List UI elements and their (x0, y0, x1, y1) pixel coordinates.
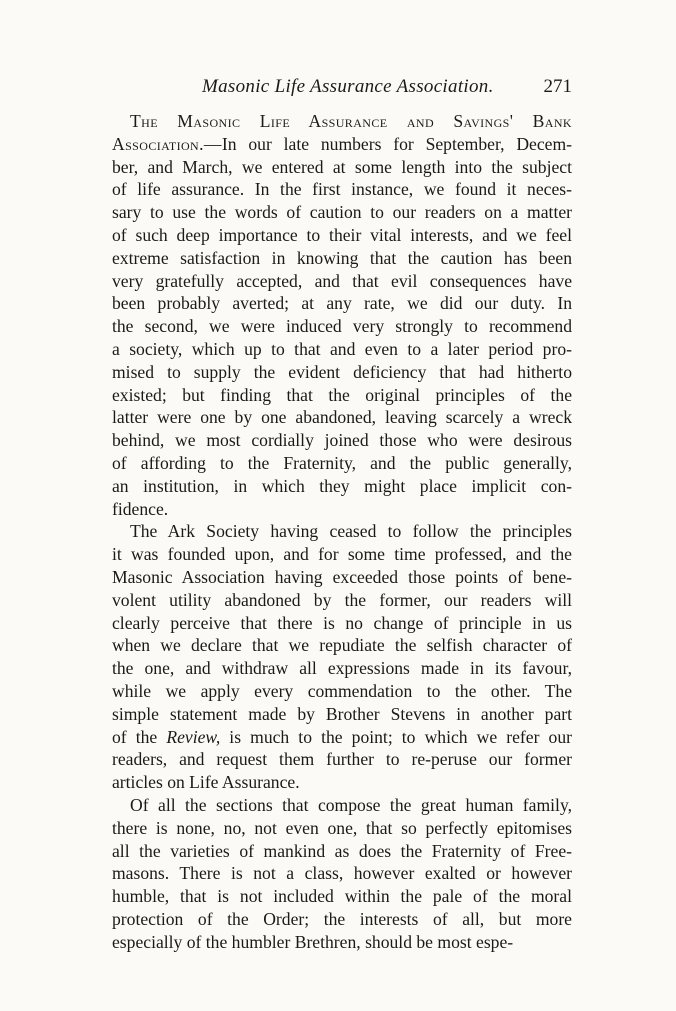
text-line: protection of the Order; the interests of all, but more (112, 908, 572, 929)
article-heading-part-2: Association.— (112, 133, 222, 154)
text-line: of the Review, is much to the point; to which we refer our (112, 726, 572, 747)
text-line: of life assurance. In the first instance, we found it neces- (112, 179, 572, 200)
text-line: clearly perceive that there is no change of principle in us (112, 612, 572, 633)
text-line: humble, that is not included within the pale of the moral (112, 886, 572, 907)
line-text: Of all the sections that compose the great human family, (130, 794, 572, 815)
text-line: it was founded upon, and for some time professed, and the (112, 544, 572, 565)
italic-emphasis: Review, (166, 726, 221, 747)
text-line: behind, we most cordially joined those who were desirous (112, 430, 572, 451)
text-line: fidence. (112, 498, 169, 519)
text-line: while we apply every commendation to the other. The (112, 680, 572, 701)
text-line (112, 794, 572, 817)
line-text: In our late numbers for September, Decem- (221, 133, 572, 154)
page-number: 271 (543, 76, 572, 97)
text-line: been probably averted; at any rate, we did our duty. In (112, 293, 572, 314)
text-line: the one, and withdraw all expressions made in its favour, (112, 658, 572, 679)
text-line: masons. There is not a class, however exalted or however (112, 863, 572, 884)
text-line: the second, we were induced very strongly to recommend (112, 316, 572, 337)
line-text: of such deep importance to their vital interests, and we feel (112, 224, 572, 245)
text-line: when we declare that we repudiate the selfish character of (112, 635, 572, 656)
text-line: very gratefully accepted, and that evil consequences have (112, 270, 572, 291)
text-line: especially of the humbler Brethren, should be most espe- (112, 931, 514, 952)
running-title: Masonic Life Assurance Association. (202, 76, 494, 97)
text-line: Masonic Association having exceeded those points of bene- (112, 566, 572, 587)
text-line: articles on Life Assurance. (112, 772, 300, 793)
text-line (112, 224, 572, 247)
text-line: a society, which up to that and even to a later period pro- (112, 338, 572, 359)
text-line (112, 520, 572, 543)
text-line: there is none, no, not even one, that so perfectly epitomises (112, 817, 572, 838)
text-line: latter were one by one abandoned, leaving scarcely a wreck (112, 407, 572, 428)
text-line: existed; but finding that the original principles of the (112, 384, 572, 405)
text-line: sary to use the words of caution to our readers on a matter (112, 202, 572, 223)
text-line: of affording to the Fraternity, and the public generally, (112, 452, 572, 473)
line-text: The Ark Society having ceased to follow the principles (130, 521, 572, 542)
text-line (112, 133, 572, 156)
text-line: extreme satisfaction in knowing that the caution has been (112, 247, 572, 268)
article-heading-part-1: The Masonic Life Assurance and Savings' Bank (130, 111, 572, 131)
text-line: readers, and request them further to re-peruse our former (112, 749, 572, 770)
text-line: simple statement made by Brother Stevens in another part (112, 703, 572, 724)
text-line: volent utility abandoned by the former, our readers will (112, 589, 572, 610)
text-line: mised to supply the evident deficiency that had hitherto (112, 361, 572, 382)
article-body (112, 110, 572, 953)
text-line: all the varieties of mankind as does the Fraternity of Free- (112, 840, 572, 861)
running-head (108, 76, 572, 102)
text-line: an institution, in which they might place implicit con- (112, 475, 572, 496)
text-line (112, 110, 572, 133)
text-line: ber, and March, we entered at some length into the subject (112, 156, 572, 177)
